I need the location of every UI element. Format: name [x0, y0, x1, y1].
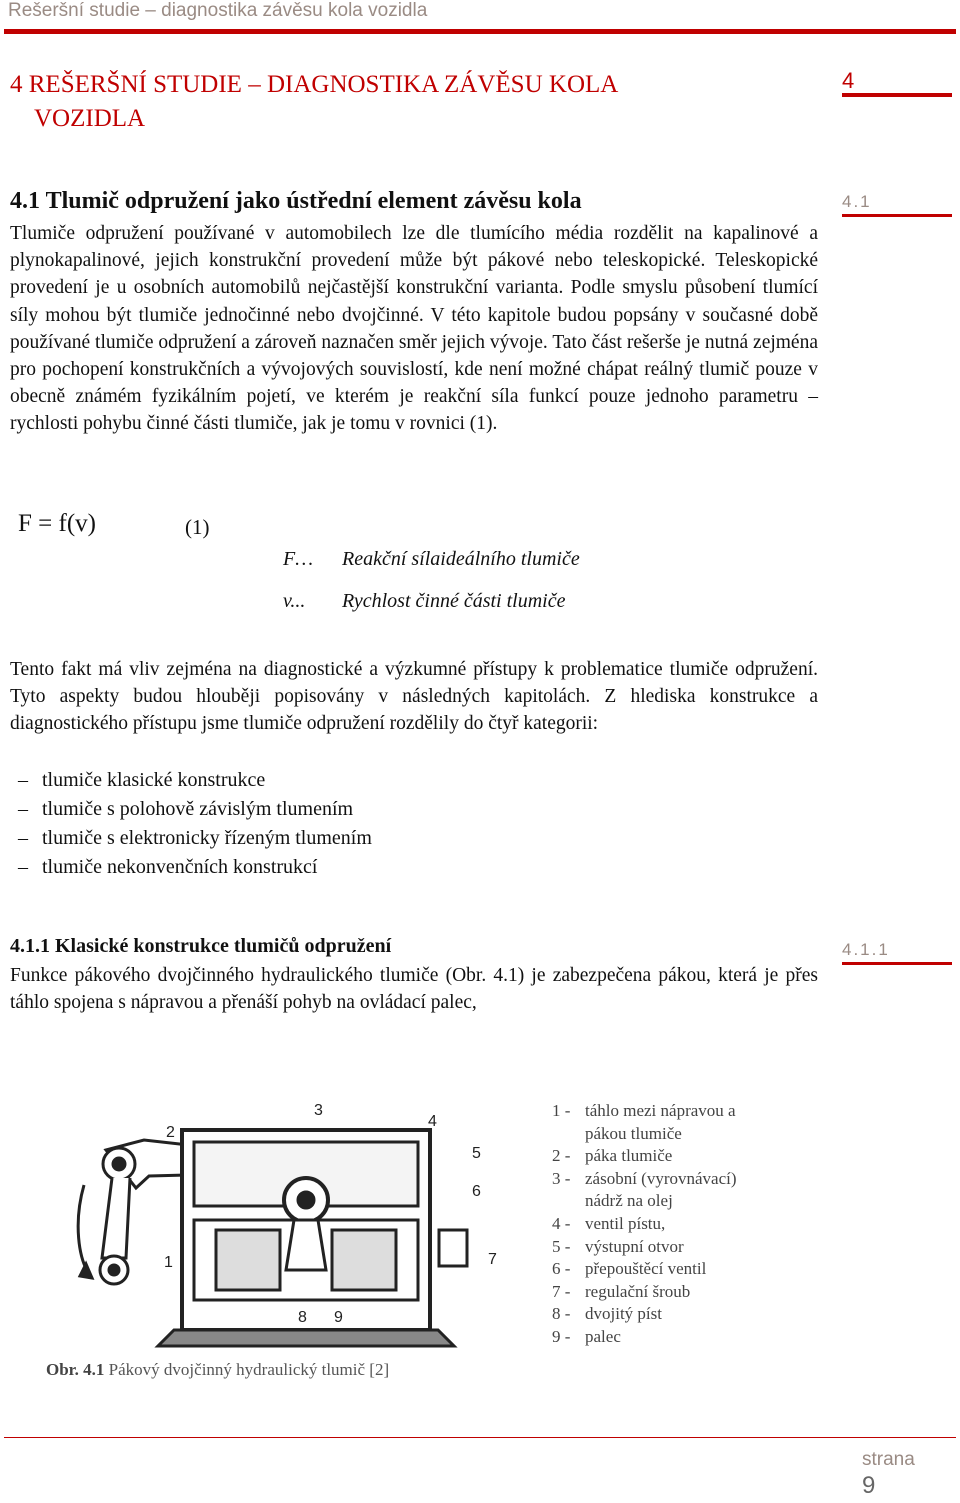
footer-label: strana	[862, 1449, 915, 1470]
legend-num: 7 -	[552, 1281, 571, 1301]
list-item: – tlumiče s elektronicky řízeným tlumením	[18, 824, 372, 853]
legend-num: 2 -	[552, 1146, 571, 1166]
link-rod	[102, 1178, 130, 1258]
callout-4: 4	[428, 1113, 437, 1130]
callout-8: 8	[298, 1309, 307, 1326]
adjusting-screw	[439, 1230, 467, 1266]
caption-label: Obr. 4.1	[46, 1360, 105, 1379]
equation-number: (1)	[185, 515, 210, 539]
figure-legend-item	[552, 1303, 737, 1326]
chapter-title-line2: VOZIDLA	[34, 105, 146, 132]
running-header: Rešeršní studie – diagnostika závěsu kola vozidla	[8, 0, 428, 21]
legend-symbol: v...	[283, 590, 306, 612]
legend-num: 4 -	[552, 1213, 571, 1233]
mounting-base	[158, 1330, 454, 1346]
list-item: – tlumiče s polohově závislým tlumením	[18, 795, 372, 824]
legend-symbol: F…	[283, 548, 313, 570]
equation-legend-f	[283, 548, 580, 571]
link-eye-pin	[109, 1265, 119, 1275]
legend-text: palec	[585, 1326, 621, 1346]
figure-legend-item	[552, 1236, 737, 1259]
legend-num: 5 -	[552, 1236, 571, 1256]
legend-num: 8 -	[552, 1304, 571, 1324]
callout-6: 6	[472, 1183, 481, 1200]
figure-legend-item	[552, 1168, 737, 1213]
damper-drawing	[44, 1080, 540, 1360]
header-rule	[4, 29, 956, 34]
margin-section-number: 4.1	[842, 192, 872, 211]
subsection-paragraph: Funkce pákového dvojčinného hydraulického tlumiče (Obr. 4.1) je zabezpečena pákou, která je přes táhlo spojena s nápravou a přenáší pohyb na ovládací palec,	[10, 965, 818, 1014]
chapter-number: 4	[842, 68, 855, 93]
margin-subsection-rule	[842, 962, 952, 965]
legend-text: Reakční sílaideálního tlumiče	[342, 548, 580, 570]
damper-drawing-svg	[44, 1080, 540, 1360]
legend-text: přepouštěcí ventil	[585, 1259, 707, 1279]
margin-section-rule	[842, 214, 952, 217]
caption-text: Pákový dvojčinný hydraulický tlumič [2]	[108, 1360, 390, 1379]
legend-text: táhlo mezi nápravou a	[585, 1101, 736, 1120]
chapter-title	[10, 68, 618, 136]
equation: F = f(v)	[18, 510, 96, 537]
piston-right	[332, 1230, 396, 1290]
piston-left	[216, 1230, 280, 1290]
legend-num: 9 -	[552, 1326, 571, 1346]
section-paragraph-2: Tento fakt má vliv zejména na diagnostické a výzkumné přístupy k problematice tlumiče odpružení. Tyto aspekty budou hlouběji popisovány v následných kapitolách. Z hlediska konstrukce a diagnostického přístupu jsme tlumiče odpružení rozdělily do čtyř kategorii:	[10, 659, 818, 735]
legend-num: 3 -	[552, 1168, 571, 1188]
section-paragraph-1: Tlumiče odpružení používané v automobilech lze dle tlumícího média rozdělit na kapalinové a plynokapalinové, jejich konstrukční provedení může být pákové nebo teleskopické. Teleskopické provedení je u osobních automobilů nejčastější konstrukční varianta. Podle smyslu působení tlumící síly mohou být tlumiče jednočinné nebo dvojčinné. V této kapitole budou popsány v současné době používané tlumiče odpružení a zároveň naznačen směr jejich vývoje. Tato část rešerše je nutná zejména pro pochopení konstrukčních a vývojových souvislostí, kde není možné chápat reálný tlumič pouze v obecně známém fyzikálním pojetí, ve kterém je reakční síla funkcí pouze jednoho parametru – rychlosti pohybu činné části tlumiče, jak je tomu v rovnici (1).	[10, 223, 818, 435]
legend-text: ventil pístu,	[585, 1213, 666, 1233]
callout-7: 7	[488, 1251, 497, 1268]
figure-legend-item	[552, 1326, 737, 1349]
legend-text-cont: pákou tlumiče	[585, 1123, 682, 1143]
legend-text: regulační šroub	[585, 1281, 691, 1301]
figure-legend-item	[552, 1213, 737, 1236]
figure-legend-item	[552, 1145, 737, 1168]
legend-text: Rychlost činné části tlumiče	[342, 590, 566, 612]
category-list	[18, 766, 372, 882]
legend-num: 1 -	[552, 1101, 571, 1120]
figure-legend-item	[552, 1100, 737, 1145]
legend-num: 6 -	[552, 1259, 571, 1279]
legend-text: dvojitý píst	[585, 1304, 662, 1324]
legend-text: zásobní (vyrovnávací)	[585, 1168, 737, 1188]
callout-5: 5	[472, 1145, 481, 1162]
subsection-title: 4.1.1 Klasické konstrukce tlumičů odpružení	[10, 935, 392, 957]
cam-finger	[286, 1220, 326, 1270]
chapter-title-line1: 4 REŠERŠNÍ STUDIE – DIAGNOSTIKA ZÁVĚSU KOLA	[10, 71, 619, 98]
figure-legend-item	[552, 1258, 737, 1281]
figure-caption	[46, 1360, 389, 1380]
list-item: – tlumiče klasické konstrukce	[18, 766, 372, 795]
callout-9: 9	[334, 1309, 343, 1326]
legend-text: výstupní otvor	[585, 1236, 684, 1256]
footer-rule	[4, 1437, 956, 1438]
section-title: 4.1 Tlumič odpružení jako ústřední element závěsu kola	[10, 188, 582, 214]
equation-legend-v	[283, 590, 565, 613]
figure-legend	[552, 1100, 737, 1349]
shaft-center	[298, 1192, 314, 1208]
list-item: – tlumiče nekonvenčních konstrukcí	[18, 853, 372, 882]
figure-legend-item	[552, 1281, 737, 1304]
swing-arrow-head	[80, 1264, 92, 1278]
callout-1: 1	[164, 1254, 173, 1271]
page-number: 9	[862, 1472, 876, 1499]
lever-eye-pin	[113, 1158, 125, 1170]
callout-2: 2	[166, 1124, 175, 1141]
chapter-number-rule	[842, 93, 952, 97]
legend-text-cont: nádrž na olej	[585, 1191, 673, 1211]
legend-text: páka tlumiče	[585, 1146, 673, 1166]
callout-3: 3	[314, 1102, 323, 1119]
margin-subsection-number: 4.1.1	[842, 940, 890, 959]
